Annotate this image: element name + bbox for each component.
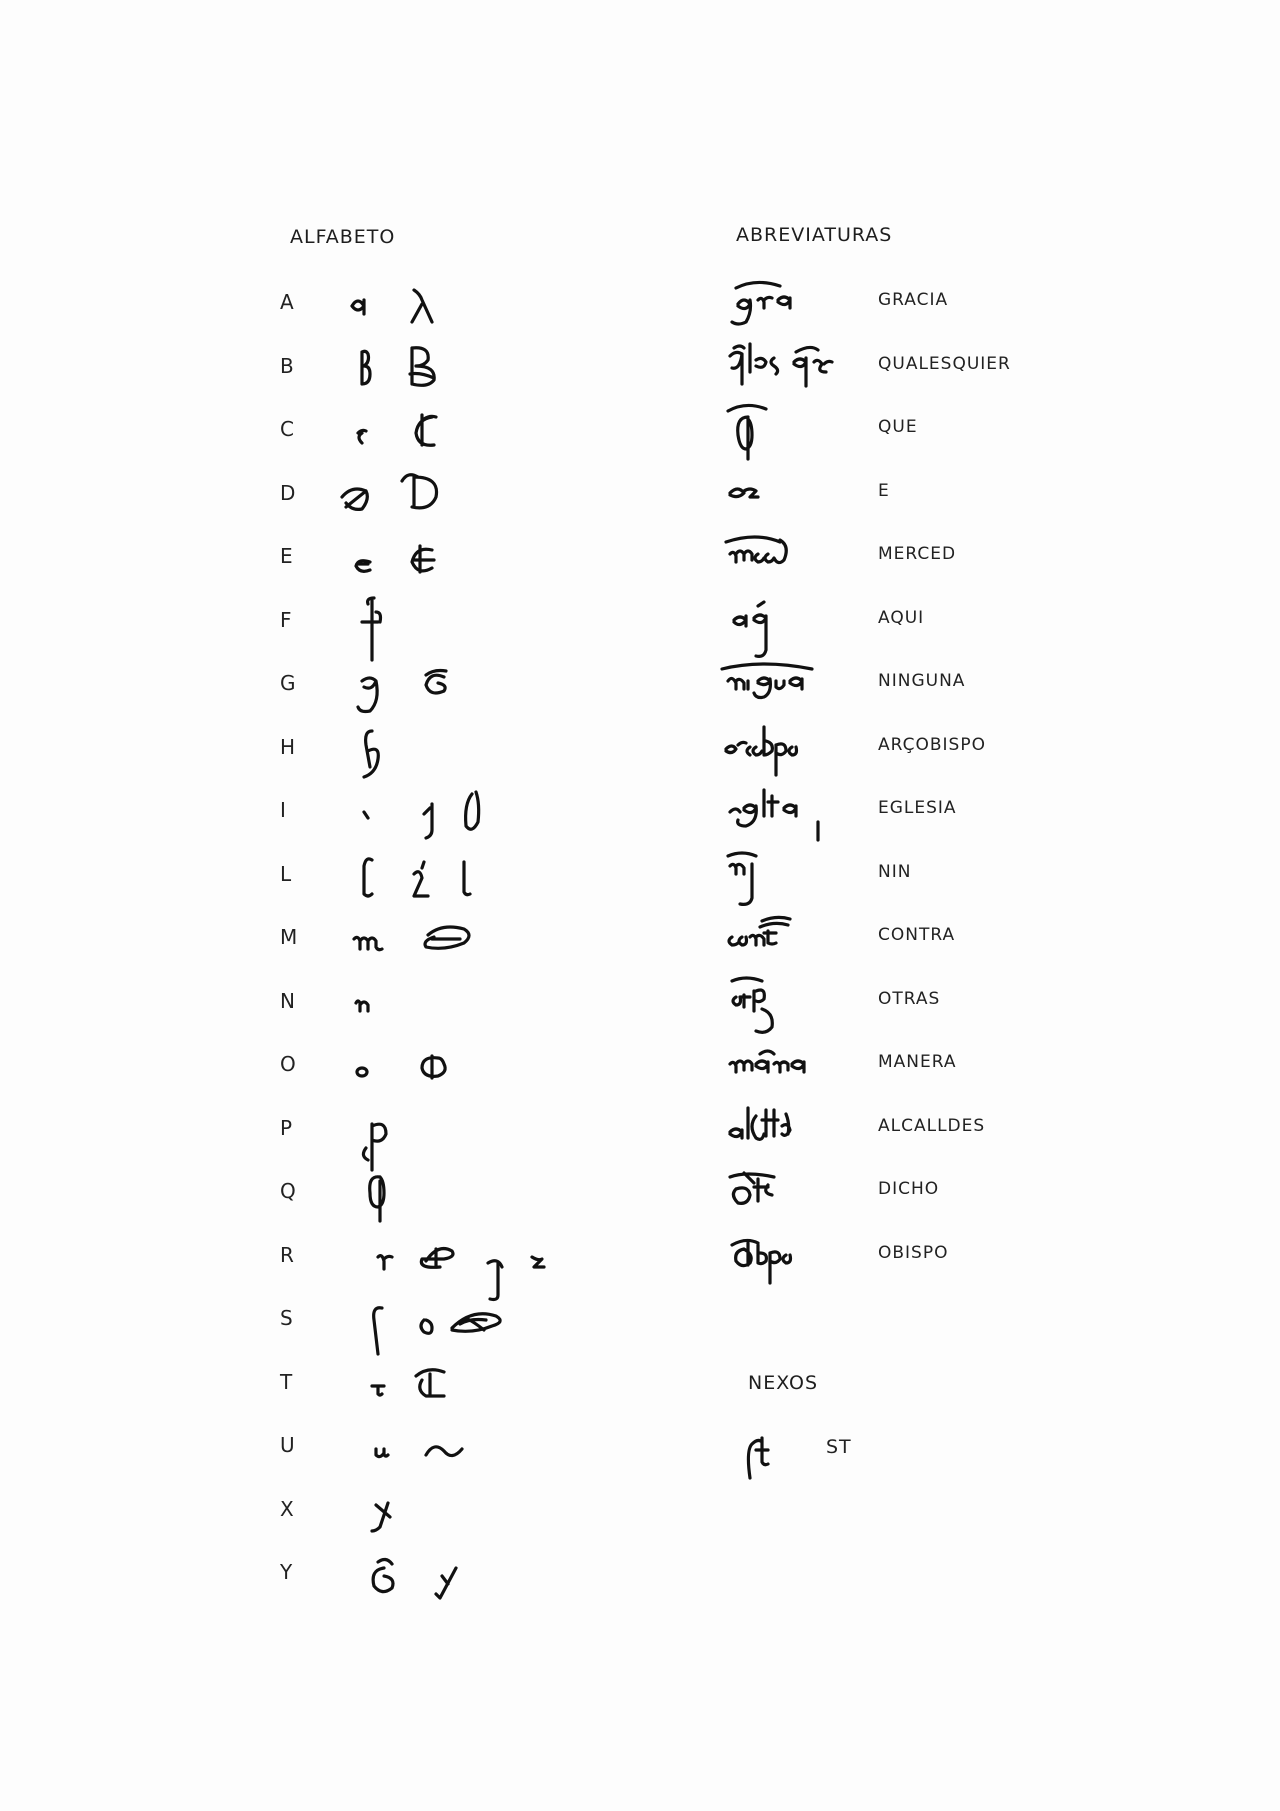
- alphabet-letter: Q: [280, 1179, 296, 1203]
- alphabet-letter: R: [280, 1242, 294, 1267]
- alphabet-letter: Y: [280, 1560, 293, 1584]
- letterform-drawing: [332, 1356, 632, 1416]
- abbreviation-row-dicho: [718, 1159, 1118, 1223]
- abbreviation-meaning: QUE: [878, 417, 918, 437]
- abbreviation-row-arzobispo: [718, 715, 1118, 779]
- abbreviation-glyph: [718, 842, 848, 914]
- alphabet-letter: T: [280, 1369, 293, 1394]
- alphabet-letter: D: [280, 480, 296, 505]
- abbreviation-glyph: [718, 651, 848, 713]
- alphabet-letter: H: [280, 734, 296, 759]
- abbreviation-meaning: ALCALLDES: [878, 1115, 986, 1136]
- abbreviation-glyph: [718, 1032, 848, 1094]
- abbreviation-row-qualesquier: [718, 334, 1118, 398]
- abbreviation-row-nin: [718, 842, 1118, 906]
- nexo-st-glyph: [738, 1420, 798, 1490]
- abbreviation-glyph: [718, 905, 848, 967]
- abbreviation-meaning: NIN: [878, 861, 912, 882]
- abbreviation-glyph: [718, 397, 848, 467]
- abbreviation-glyph: [718, 1096, 848, 1158]
- abbreviation-row-ninguna: [718, 651, 1118, 715]
- abbreviation-glyph: [718, 778, 848, 848]
- alphabet-letter: I: [280, 798, 286, 822]
- letterform-drawing: [332, 340, 632, 400]
- abbreviation-meaning: OBISPO: [878, 1242, 949, 1263]
- letterform-drawing: [332, 721, 632, 791]
- letterform-drawing: [332, 1165, 632, 1235]
- letterform-drawing: [332, 1546, 632, 1616]
- abbreviation-glyph: [718, 588, 848, 660]
- alphabet-letter: X: [280, 1496, 294, 1521]
- letterform-drawing: [332, 1419, 632, 1479]
- abbreviation-glyph: [718, 461, 848, 523]
- abbreviation-meaning: QUALESQUIER: [878, 353, 1011, 374]
- abbreviation-list: [718, 270, 1118, 1286]
- heading-nexos: NEXOS: [748, 1372, 819, 1394]
- abbreviation-meaning: MANERA: [878, 1052, 957, 1072]
- heading-alfabeto: ALFABETO: [290, 226, 396, 248]
- abbreviation-glyph: [718, 1223, 848, 1295]
- abbreviation-row-manera: [718, 1032, 1118, 1096]
- abbreviation-meaning: EGLESIA: [878, 798, 957, 818]
- abbreviation-row-obispo: [718, 1223, 1118, 1287]
- letterform-drawing: [332, 975, 632, 1035]
- abbreviation-meaning: CONTRA: [878, 925, 956, 945]
- letterform-drawing: [332, 1038, 632, 1098]
- abbreviation-meaning: DICHO: [878, 1179, 940, 1199]
- abbreviation-row-merced: [718, 524, 1118, 588]
- abbreviation-row-que: [718, 397, 1118, 461]
- abbreviation-meaning: ARÇOBISPO: [878, 734, 986, 755]
- letterform-drawing: [332, 276, 632, 336]
- alphabet-letter: O: [280, 1052, 296, 1076]
- letterform-drawing: [332, 467, 632, 527]
- abbreviation-glyph: [718, 715, 848, 785]
- abbreviation-row-contra: [718, 905, 1118, 969]
- heading-abreviaturas: ABREVIATURAS: [736, 224, 893, 246]
- abbreviation-row-aqui: [718, 588, 1118, 652]
- abbreviation-glyph: [718, 1159, 848, 1221]
- letterform-drawing: [332, 1483, 632, 1543]
- abbreviation-meaning: NINGUNA: [878, 671, 966, 691]
- alphabet-row-y: [272, 1560, 612, 1624]
- abbreviation-glyph: [718, 334, 848, 396]
- abbreviation-meaning: AQUI: [878, 607, 925, 628]
- letterform-drawing: [332, 530, 632, 590]
- abbreviation-row-alcalldes: [718, 1096, 1118, 1160]
- alphabet-letter: P: [280, 1115, 293, 1140]
- alphabet-letter: G: [280, 671, 296, 695]
- abbreviation-row-eglesia: [718, 778, 1118, 842]
- abbreviation-glyph: [718, 270, 848, 332]
- letterform-drawing: [332, 403, 632, 463]
- nexo-meaning: ST: [826, 1436, 852, 1458]
- alphabet-letter: U: [280, 1433, 295, 1457]
- alphabet-letter: E: [280, 544, 293, 568]
- abbreviation-row-e: [718, 461, 1118, 525]
- abbreviation-row-gracia: [718, 270, 1118, 334]
- alphabet-letter: A: [280, 290, 294, 314]
- abbreviation-meaning: MERCED: [878, 544, 957, 564]
- letterform-drawing: [332, 911, 632, 971]
- abbreviation-meaning: E: [878, 480, 890, 501]
- alphabet-letter: N: [280, 988, 295, 1013]
- letterform-drawing: [332, 657, 632, 727]
- alphabet-letter: M: [280, 925, 298, 949]
- alphabet-list: [272, 290, 612, 1624]
- alphabet-letter: F: [280, 607, 292, 632]
- abbreviation-meaning: OTRAS: [878, 988, 941, 1009]
- abbreviation-row-otras: [718, 969, 1118, 1033]
- abbreviation-glyph: [718, 524, 848, 586]
- alphabet-letter: S: [280, 1306, 293, 1330]
- alphabet-letter: L: [280, 861, 292, 886]
- abbreviation-meaning: GRACIA: [878, 290, 949, 310]
- letterform-drawing: [332, 848, 632, 918]
- alphabet-letter: C: [280, 417, 294, 441]
- alphabet-letter: B: [280, 353, 294, 378]
